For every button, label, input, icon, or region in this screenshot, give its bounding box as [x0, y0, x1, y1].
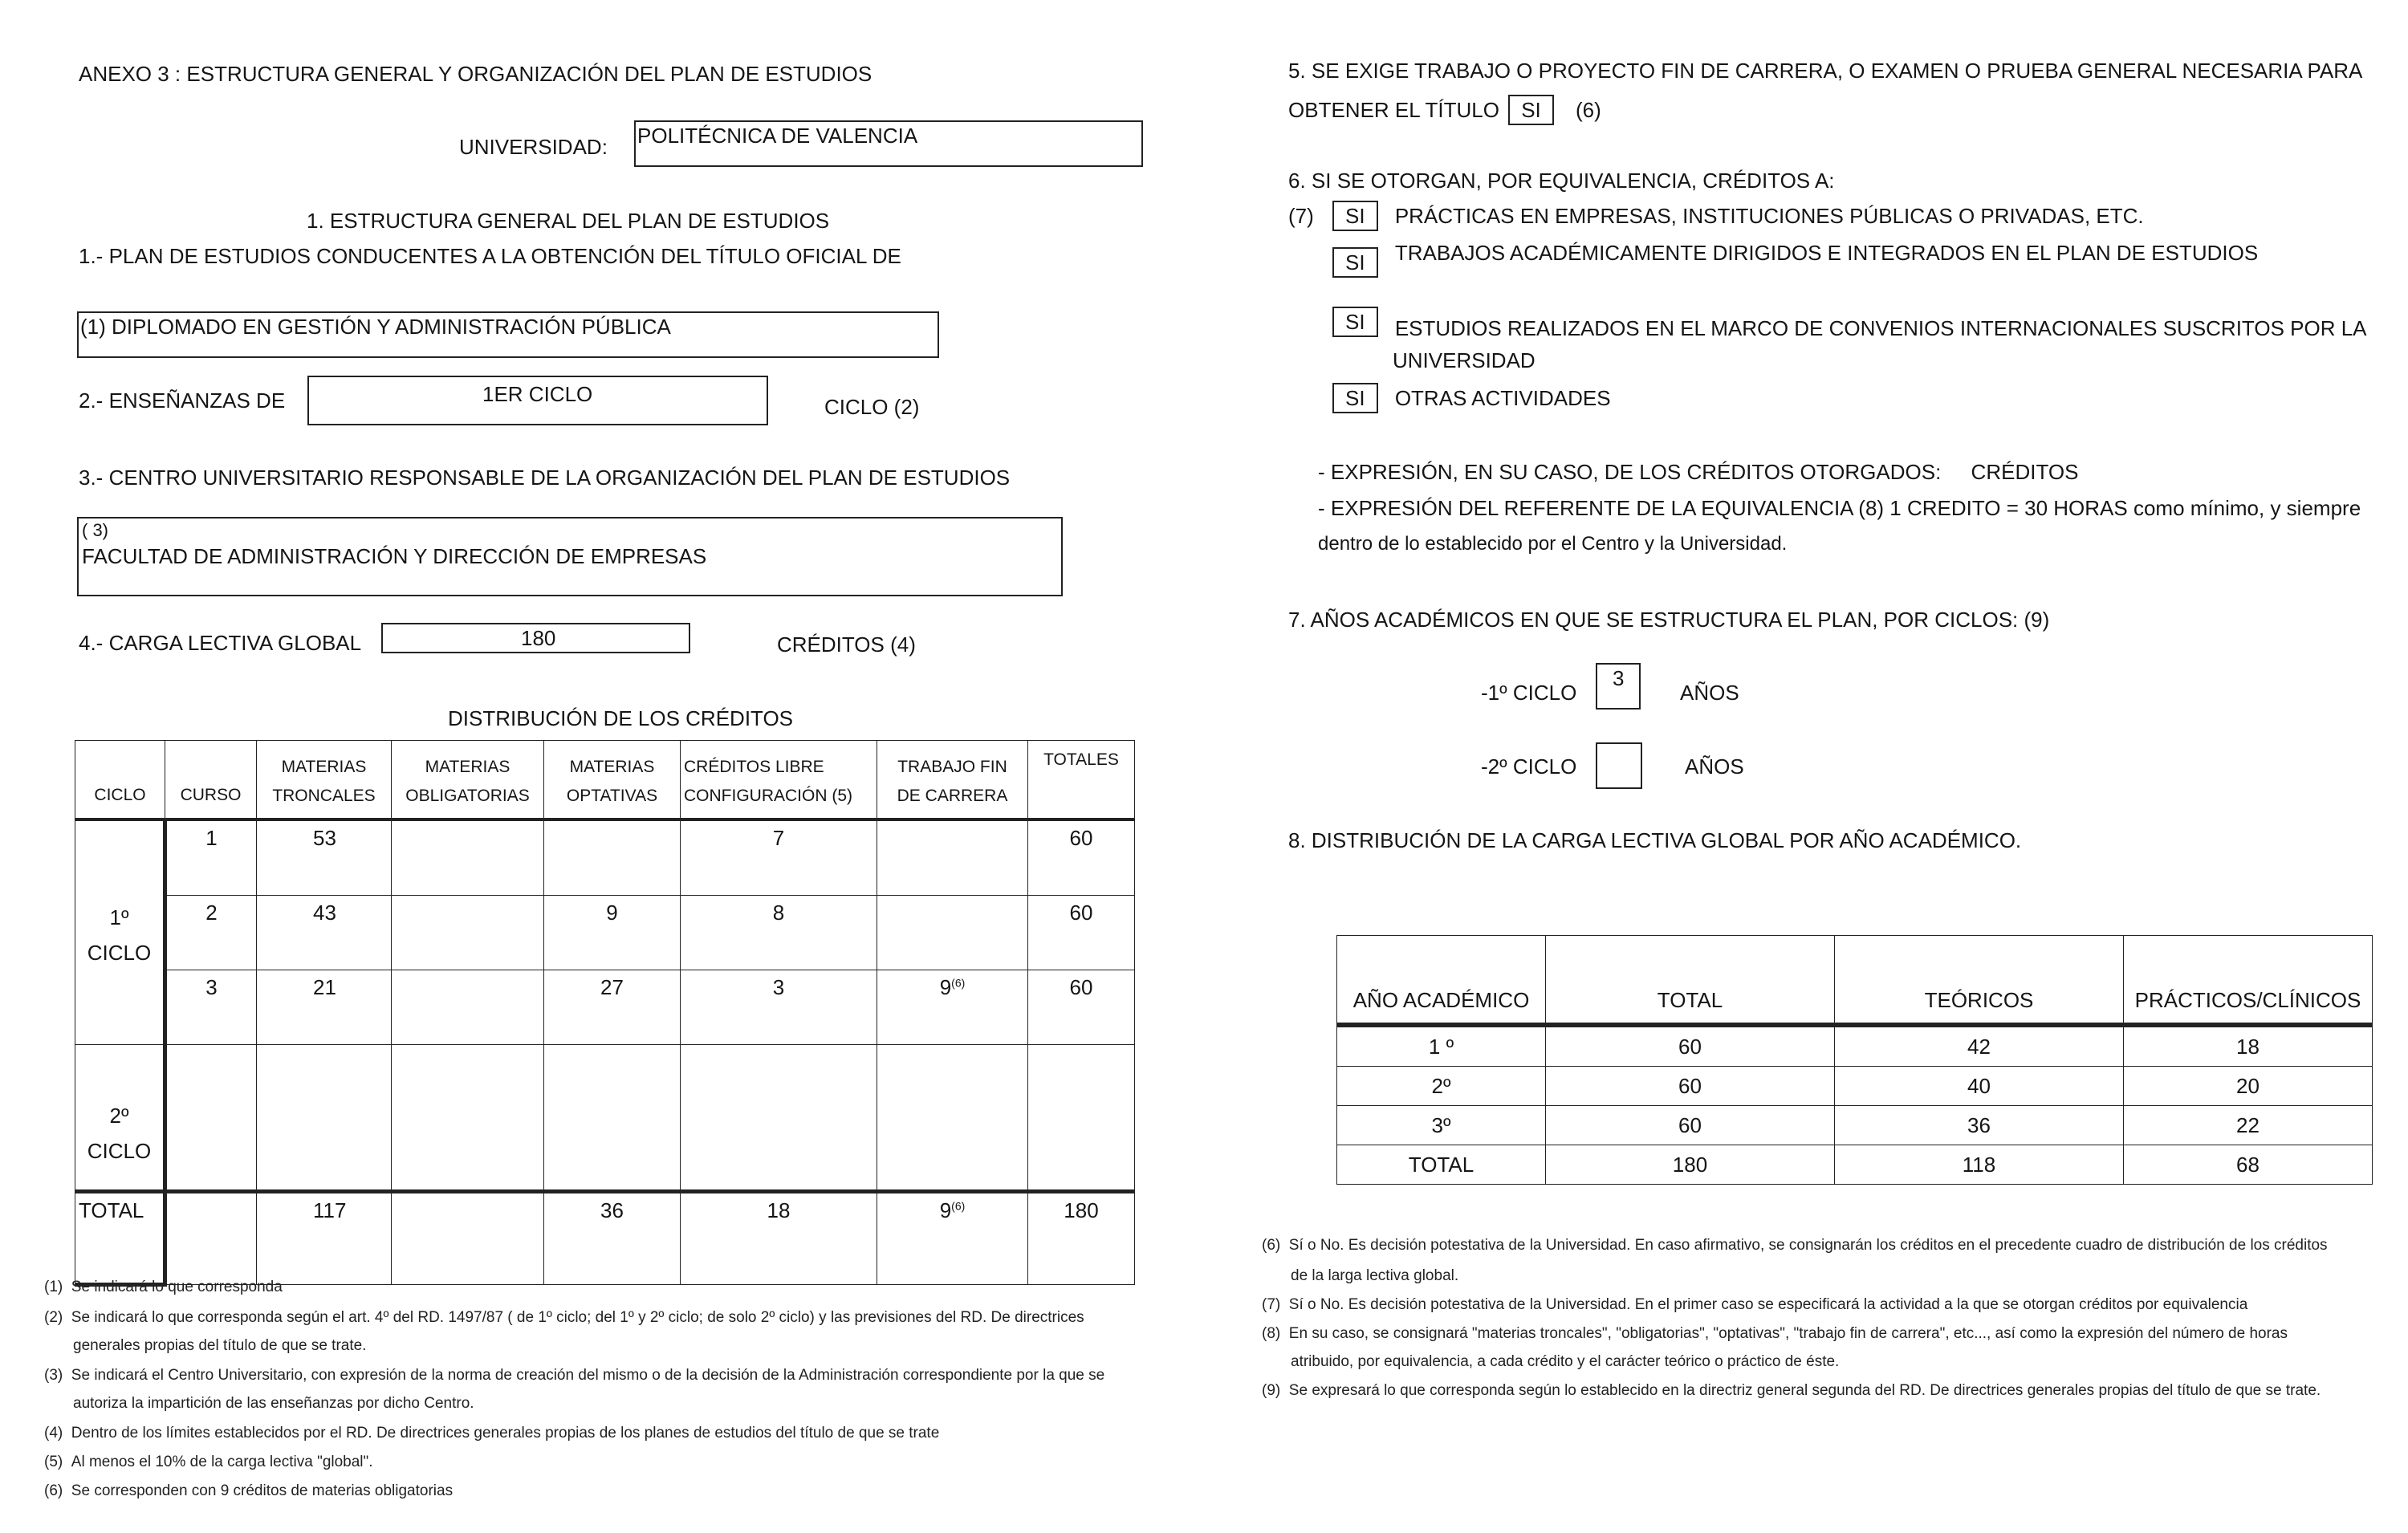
totales-cell: 60: [1028, 970, 1135, 1045]
centro-note: ( 3): [82, 520, 108, 540]
header-obligatorias: MATERIAS OBLIGATORIAS: [392, 741, 544, 820]
troncales-cell: 53: [257, 819, 392, 896]
universidad-field: [634, 120, 1143, 167]
item-2-suffix: CICLO (2): [824, 395, 920, 419]
footnote-item: (8) En su caso, se consignará "materias troncales", "obligatorias", "optativas", "trabajo fin de carrera", etc..., así como la expresión del número de horas: [1262, 1325, 2288, 1342]
troncales-cell: 43: [257, 896, 392, 970]
teoricos-cell: 118: [1835, 1145, 2124, 1185]
equiv-convenios: SI ESTUDIOS REALIZADOS EN EL MARCO DE CONVENIOS INTERNACIONALES SUSCRITOS POR LA: [1332, 307, 2367, 337]
ensenanzas-field: [307, 376, 768, 425]
teoricos-cell: 40: [1835, 1067, 2124, 1106]
header-troncales: MATERIAS TRONCALES: [257, 741, 392, 820]
expresion-creditos: - EXPRESIÓN, EN SU CASO, DE LOS CRÉDITOS OTORGADOS: CRÉDITOS: [1318, 460, 2079, 484]
footnote-item: (9) Se expresará lo que corresponda según lo establecido en la directriz general segunda del RD. De directrices generales propias del título de que se trate.: [1262, 1382, 2321, 1399]
totales-cell: 60: [1028, 819, 1135, 896]
total-libre-cell: 18: [681, 1192, 877, 1285]
trabajo-cell: 9$^{(6)}$: [877, 970, 1028, 1045]
section-1-title: 1. ESTRUCTURA GENERAL DEL PLAN DE ESTUDIOS: [307, 209, 830, 233]
ciclo-2-anos: AÑOS: [1685, 754, 1744, 779]
item-5-line-1: 5. SE EXIGE TRABAJO O PROYECTO FIN DE CARRERA, O EXAMEN O PRUEBA GENERAL NECESARIA PARA: [1288, 59, 2363, 83]
footnote-item: (1) Se indicará lo que corresponda: [44, 1279, 283, 1295]
header-curso: CURSO: [165, 741, 257, 820]
item-4-label: 4.- CARGA LECTIVA GLOBAL: [79, 631, 362, 655]
ensenanzas-value: 1ER CICLO: [482, 382, 593, 406]
footnote-item-continuation: atribuido, por equivalencia, a cada crédito y el carácter teórico o práctico de éste.: [1291, 1353, 1840, 1370]
table-row: [75, 970, 1135, 1045]
anio-header-row: [1337, 936, 2373, 1026]
obligatorias-cell: [392, 819, 544, 896]
footnote-item-continuation: autoriza la impartición de las enseñanzas por dicho Centro.: [73, 1395, 474, 1412]
universidad-value: POLITÉCNICA DE VALENCIA: [637, 124, 918, 148]
header-teoricos: TEÓRICOS: [1835, 936, 2124, 1026]
ciclo-1-years-field: [1596, 663, 1641, 710]
carga-field: [381, 623, 690, 653]
curso-cell: 2: [165, 896, 257, 970]
item-6-note: (7): [1288, 204, 1314, 228]
ciclo-2-years-field: [1596, 742, 1642, 789]
titulo-si-box: SI: [1508, 95, 1554, 125]
header-libre: CRÉDITOS LIBRE CONFIGURACIÓN (5): [681, 741, 877, 820]
ciclo-1-years-value: 3: [1613, 666, 1625, 690]
carga-value: 180: [521, 626, 556, 650]
ciclo-2-cell: 2º CICLO: [75, 1045, 165, 1192]
footnote-item: (6) Sí o No. Es decisión potestativa de la Universidad. En caso afirmativo, se consignarán los créditos en el precedente cuadro de distribución de los créditos: [1262, 1237, 2328, 1254]
ciclo-1-anos: AÑOS: [1680, 681, 1739, 705]
table-header-row: [75, 741, 1135, 820]
anio-cell: 1 º: [1337, 1025, 1546, 1067]
table-row: [1337, 1025, 2373, 1067]
item-7-title: 7. AÑOS ACADÉMICOS EN QUE SE ESTRUCTURA EL PLAN, POR CICLOS: (9): [1288, 608, 2050, 632]
ciclo-1-cell: 1º CICLO: [75, 819, 165, 1045]
item-2-label: 2.- ENSEÑANZAS DE: [79, 388, 286, 413]
total-cell: 60: [1546, 1025, 1835, 1067]
libre-cell: 3: [681, 970, 877, 1045]
centro-field: [77, 517, 1063, 596]
titulo-field: [77, 311, 939, 358]
libre-cell: 7: [681, 819, 877, 896]
table-total-row: [75, 1192, 1135, 1285]
table-row: [75, 896, 1135, 970]
right-footnotes: [1262, 1231, 2402, 1424]
ciclo-2-label: -2º CICLO: [1481, 754, 1577, 779]
optativas-cell: [544, 819, 681, 896]
footnote-item: (7) Sí o No. Es decisión potestativa de la Universidad. En el primer caso se especificará la actividad a la que se otorgan créditos por equivalencia: [1262, 1296, 2248, 1313]
ciclo-1-label: -1º CICLO: [1481, 681, 1577, 705]
distribution-title: DISTRIBUCIÓN DE LOS CRÉDITOS: [448, 706, 794, 730]
practicos-cell: 20: [2124, 1067, 2373, 1106]
equiv-si-box: SI: [1332, 201, 1378, 231]
item-6-title: 6. SI SE OTORGAN, POR EQUIVALENCIA, CRÉDITOS A:: [1288, 169, 1835, 193]
equiv-si-box: SI: [1332, 383, 1378, 413]
expresion-equivalencia-line-2: dentro de lo establecido por el Centro y la Universidad.: [1318, 533, 1788, 555]
credits-distribution-table: [75, 740, 1135, 1287]
curso-cell: 3: [165, 970, 257, 1045]
total-totales-cell: 180: [1028, 1192, 1135, 1285]
header-totales: TOTALES: [1028, 741, 1135, 820]
footnote-item: (2) Se indicará lo que corresponda según el art. 4º del RD. 1497/87 ( de 1º ciclo; del 1º y 2º ciclo; de solo 2º ciclo) y las previsiones del RD. De directrices: [44, 1309, 1084, 1326]
totales-cell: 60: [1028, 896, 1135, 970]
total-label-cell: TOTAL: [75, 1192, 165, 1285]
header-anio: AÑO ACADÉMICO: [1337, 936, 1546, 1026]
practicos-cell: 18: [2124, 1025, 2373, 1067]
footnote-item: (3) Se indicará el Centro Universitario, con expresión de la norma de creación del mismo o de la decisión de la Administración correspondiente por la que se: [44, 1367, 1105, 1384]
total-cell: 180: [1546, 1145, 1835, 1185]
optativas-cell: 27: [544, 970, 681, 1045]
equiv-si-box: SI: [1332, 247, 1378, 278]
total-optativas-cell: 36: [544, 1192, 681, 1285]
obligatorias-cell: [392, 970, 544, 1045]
total-trabajo-cell: 9$^{(6)}$: [877, 1192, 1028, 1285]
table-row: [1337, 1067, 2373, 1106]
footnote-item: (5) Al menos el 10% de la carga lectiva "global".: [44, 1454, 373, 1470]
equiv-trabajos: SI TRABAJOS ACADÉMICAMENTE DIRIGIDOS E INTEGRADOS EN EL PLAN DE ESTUDIOS: [1332, 238, 2258, 268]
annex-header: ANEXO 3 : ESTRUCTURA GENERAL Y ORGANIZACIÓN DEL PLAN DE ESTUDIOS: [79, 62, 872, 86]
header-trabajo: TRABAJO FIN DE CARRERA: [877, 741, 1028, 820]
table-row: [1337, 1145, 2373, 1185]
table-row: [1337, 1106, 2373, 1145]
equiv-otras: SI OTRAS ACTIVIDADES: [1332, 383, 1611, 413]
item-5-line-2: OBTENER EL TÍTULO SI (6): [1288, 95, 1601, 125]
equiv-si-box: SI: [1332, 307, 1378, 337]
academic-year-table: [1336, 935, 2373, 1185]
anio-cell: TOTAL: [1337, 1145, 1546, 1185]
header-total: TOTAL: [1546, 936, 1835, 1026]
titulo-value: (1) DIPLOMADO EN GESTIÓN Y ADMINISTRACIÓN PÚBLICA: [80, 315, 671, 339]
trabajo-cell: [877, 896, 1028, 970]
header-ciclo: CICLO: [75, 741, 165, 820]
libre-cell: 8: [681, 896, 877, 970]
anio-cell: 3º: [1337, 1106, 1546, 1145]
left-footnotes: [44, 1273, 1208, 1522]
footnote-item: (4) Dentro de los límites establecidos por el RD. De directrices generales propias de los planes de estudios del título de que se trate: [44, 1425, 940, 1442]
expresion-equivalencia: - EXPRESIÓN DEL REFERENTE DE LA EQUIVALENCIA (8) 1 CREDITO = 30 HORAS como mínimo, y siempre: [1318, 496, 2361, 520]
curso-cell: 1: [165, 819, 257, 896]
footnote-item-continuation: generales propias del título de que se trate.: [73, 1337, 367, 1354]
total-cell: 60: [1546, 1067, 1835, 1106]
teoricos-cell: 36: [1835, 1106, 2124, 1145]
optativas-cell: 9: [544, 896, 681, 970]
total-cell: 60: [1546, 1106, 1835, 1145]
header-optativas: MATERIAS OPTATIVAS: [544, 741, 681, 820]
equiv-convenios-line-2: UNIVERSIDAD: [1393, 348, 1536, 372]
item-8-title: 8. DISTRIBUCIÓN DE LA CARGA LECTIVA GLOBAL POR AÑO ACADÉMICO.: [1288, 828, 2022, 852]
table-row: [75, 819, 1135, 896]
header-practicos: PRÁCTICOS/CLÍNICOS: [2124, 936, 2373, 1026]
item-1-label: 1.- PLAN DE ESTUDIOS CONDUCENTES A LA OBTENCIÓN DEL TÍTULO OFICIAL DE: [79, 244, 901, 268]
practicos-cell: 22: [2124, 1106, 2373, 1145]
trabajo-cell: [877, 819, 1028, 896]
centro-value: FACULTAD DE ADMINISTRACIÓN Y DIRECCIÓN DE EMPRESAS: [82, 544, 707, 568]
total-troncales-cell: 117: [257, 1192, 392, 1285]
obligatorias-cell: [392, 896, 544, 970]
teoricos-cell: 42: [1835, 1025, 2124, 1067]
item-4-suffix: CRÉDITOS (4): [777, 632, 916, 657]
footnote-item: (6) Se corresponden con 9 créditos de materias obligatorias: [44, 1482, 454, 1499]
table-row-ciclo-2: [75, 1045, 1135, 1192]
practicos-cell: 68: [2124, 1145, 2373, 1185]
footnote-item-continuation: de la larga lectiva global.: [1291, 1267, 1459, 1284]
item-3-label: 3.- CENTRO UNIVERSITARIO RESPONSABLE DE LA ORGANIZACIÓN DEL PLAN DE ESTUDIOS: [79, 466, 1011, 490]
universidad-label: UNIVERSIDAD:: [459, 135, 608, 159]
anio-cell: 2º: [1337, 1067, 1546, 1106]
troncales-cell: 21: [257, 970, 392, 1045]
equiv-practicas: SI PRÁCTICAS EN EMPRESAS, INSTITUCIONES PÚBLICAS O PRIVADAS, ETC.: [1332, 201, 2144, 231]
